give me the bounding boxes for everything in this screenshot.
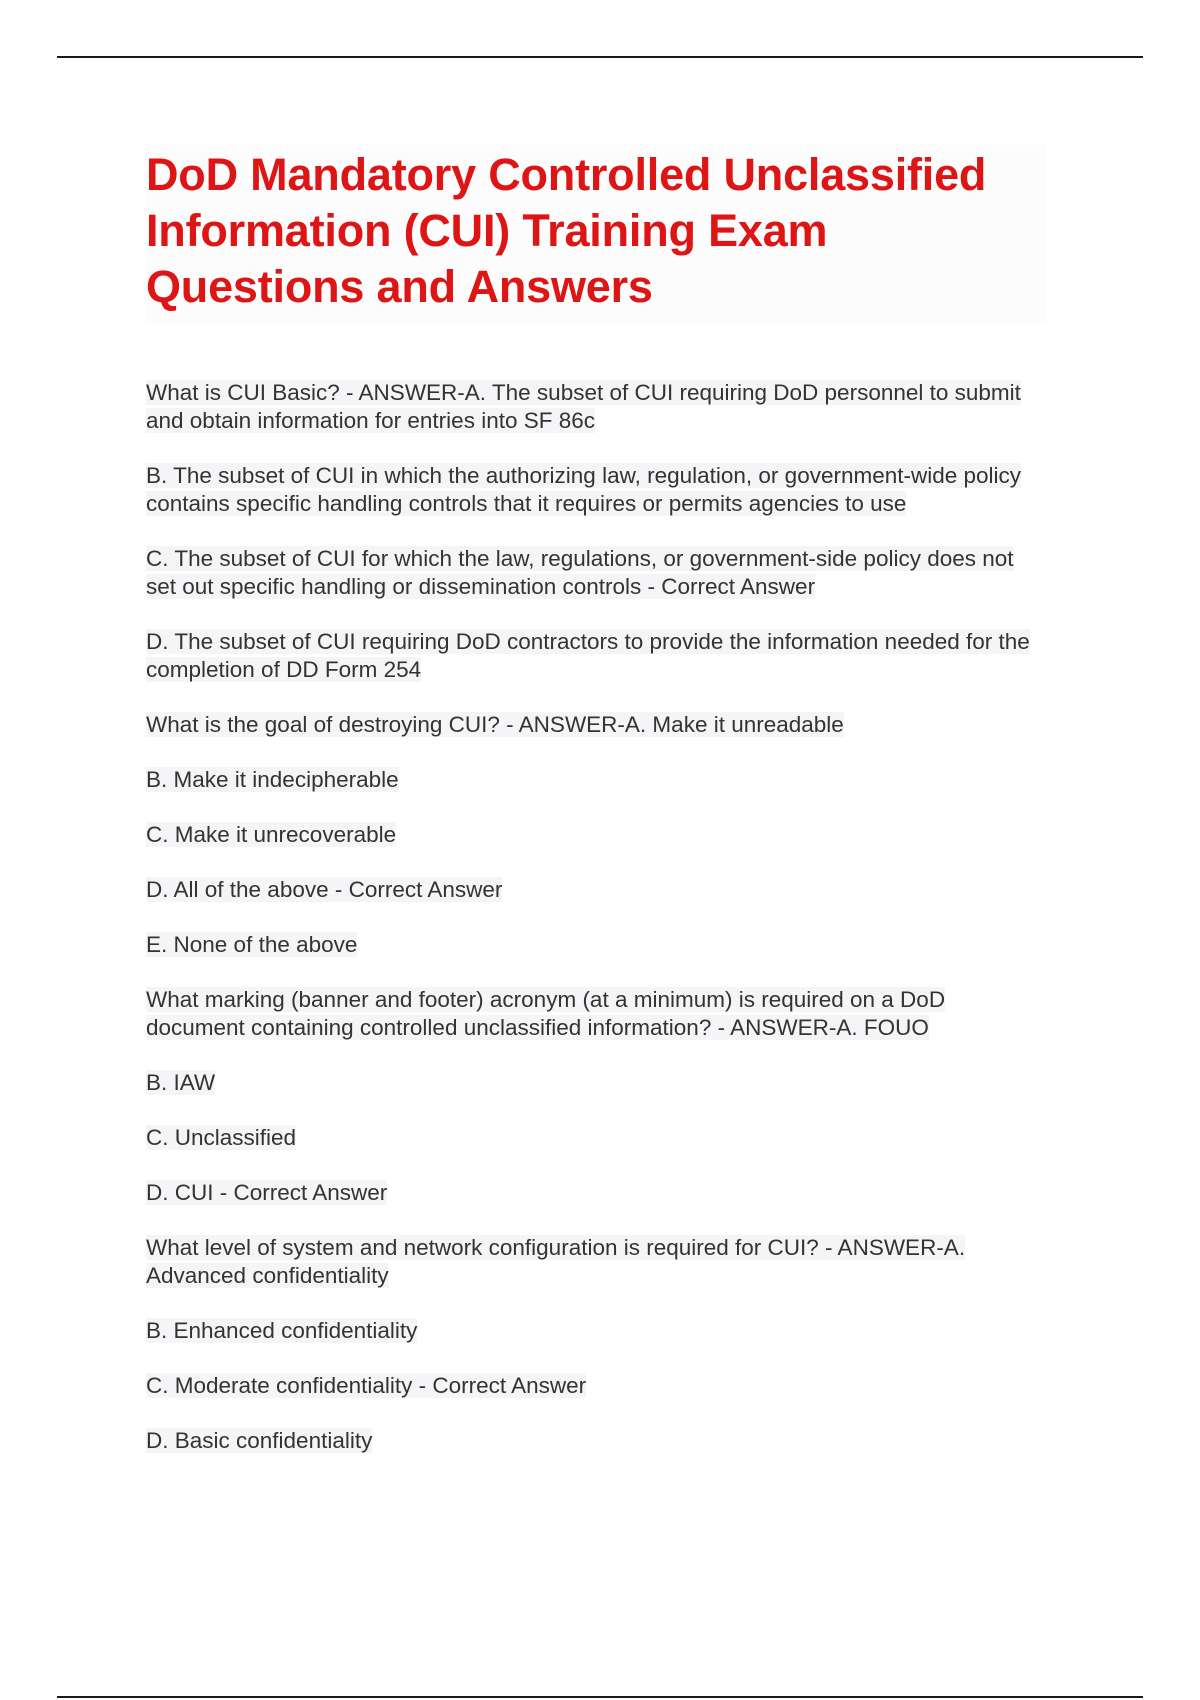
option-3c (146, 1124, 1046, 1152)
option-2b (146, 766, 1046, 794)
option-4c (146, 1372, 1046, 1400)
paragraph-text: What marking (banner and footer) acronym (at a minimum) is required on a DoD document containing controlled unclassified information? - ANSWER-A. FOUO (146, 987, 946, 1040)
option-2d (146, 876, 1046, 904)
title-block (146, 145, 1046, 323)
paragraph-text: E. None of the above (146, 932, 358, 957)
option-3d (146, 1179, 1046, 1207)
paragraph-text: D. All of the above - Correct Answer (146, 877, 503, 902)
paragraph-text: What level of system and network configuration is required for CUI? - ANSWER-A. Advanced confidentiality (146, 1235, 966, 1288)
question-2 (146, 711, 1046, 739)
question-1 (146, 379, 1046, 435)
option-4b (146, 1317, 1046, 1345)
option-2c (146, 821, 1046, 849)
document-body (146, 145, 1046, 1482)
paragraph-text: C. Unclassified (146, 1125, 297, 1150)
top-rule (57, 56, 1143, 58)
qa-list (146, 379, 1046, 1455)
paragraph-text: What is the goal of destroying CUI? - ANSWER-A. Make it unreadable (146, 712, 844, 737)
paragraph-text: C. Make it unrecoverable (146, 822, 397, 847)
document-title: DoD Mandatory Controlled Unclassified Information (CUI) Training Exam Questions and Answers (146, 149, 987, 312)
paragraph-text: B. IAW (146, 1070, 216, 1095)
paragraph-text: C. The subset of CUI for which the law, regulations, or government-side policy does not set out specific handling or dissemination controls - Correct Answer (146, 546, 1014, 599)
paragraph-text: B. Enhanced confidentiality (146, 1318, 418, 1343)
paragraph-text: D. Basic confidentiality (146, 1428, 373, 1453)
option-1b (146, 462, 1046, 518)
paragraph-text: What is CUI Basic? - ANSWER-A. The subset of CUI requiring DoD personnel to submit and obtain information for entries into SF 86c (146, 380, 1021, 433)
paragraph-text: D. CUI - Correct Answer (146, 1180, 388, 1205)
paragraph-text: B. The subset of CUI in which the authorizing law, regulation, or government-wide policy contains specific handling controls that it requires or permits agencies to use (146, 463, 1022, 516)
option-3b (146, 1069, 1046, 1097)
option-4d (146, 1427, 1046, 1455)
question-3 (146, 986, 1046, 1042)
question-4 (146, 1234, 1046, 1290)
bottom-rule (57, 1696, 1143, 1698)
option-1d (146, 628, 1046, 684)
option-2e (146, 931, 1046, 959)
paragraph-text: C. Moderate confidentiality - Correct Answer (146, 1373, 587, 1398)
option-1c (146, 545, 1046, 601)
paragraph-text: B. Make it indecipherable (146, 767, 399, 792)
paragraph-text: D. The subset of CUI requiring DoD contractors to provide the information needed for the completion of DD Form 254 (146, 629, 1030, 682)
